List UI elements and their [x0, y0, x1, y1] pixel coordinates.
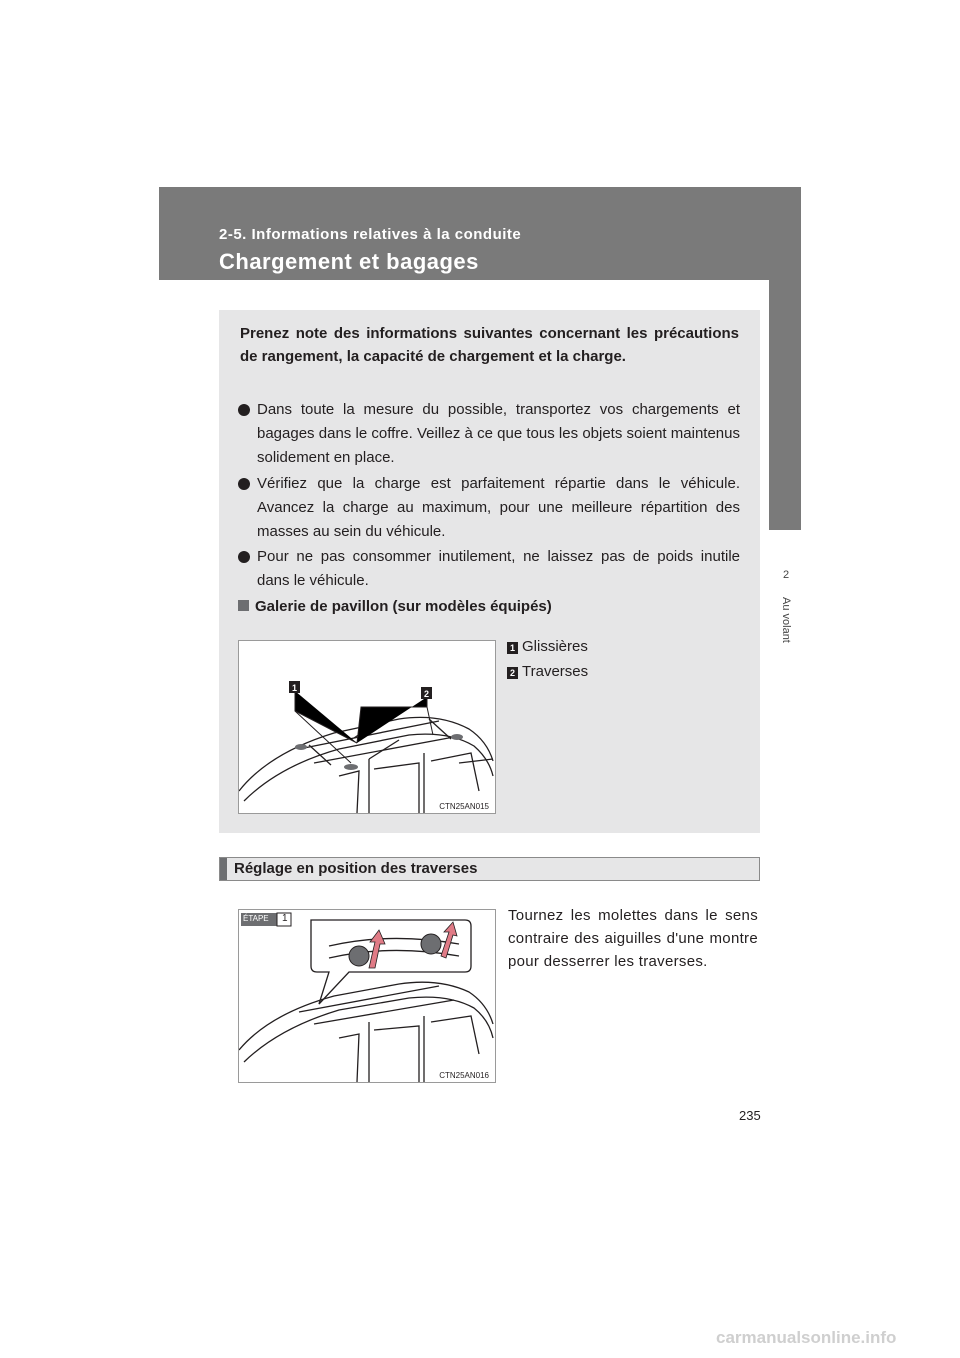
subheading [238, 598, 552, 615]
bullet-text: Vérifiez que la charge est parfaitement répartie dans le véhicule. Avancez la charge au maximum, pour une meilleure répartition des masses au sein du véhicule. [257, 475, 740, 540]
bullet-text: Dans toute la mesure du possible, transportez vos chargements et bagages dans le coffre. Veillez à ce que tous les objets soient maintenus solidement en place. [257, 401, 740, 466]
subheading-text: Galerie de pavillon (sur modèles équipés) [255, 598, 552, 615]
step-heading [219, 857, 760, 881]
svg-text:2: 2 [423, 689, 430, 699]
chapter-label: Au volant [780, 597, 792, 643]
info-box [219, 310, 760, 833]
legend-number-icon: 2 [507, 667, 518, 679]
step-instruction: Tournez les molettes dans le sens contraire des aiguilles d'une montre pour desserrer les traverses. [508, 907, 758, 970]
step-label: ÉTAPE [243, 914, 269, 923]
chapter-number: 2 [782, 569, 790, 581]
page-title: Chargement et bagages [219, 249, 479, 274]
bullet-item [238, 545, 740, 593]
section-label: 2-5. Informations relatives à la conduite [219, 226, 522, 243]
watermark: carmanualsonline.info [716, 1328, 897, 1347]
crossbar-knob-illustration [239, 910, 495, 1082]
step-heading-text: Réglage en position des traverses [234, 860, 478, 877]
legend-item [507, 638, 588, 655]
svg-text:1: 1 [291, 683, 298, 693]
roof-rack-figure [238, 640, 496, 814]
legend-label: Traverses [522, 663, 589, 680]
page-number: 235 [739, 1108, 761, 1123]
legend-item [507, 663, 588, 680]
intro-text: Prenez note des informations suivantes concernant les précautions de rangement, la capacité de chargement et la charge. [240, 325, 739, 365]
figure-code: CTN25AN016 [439, 1071, 489, 1080]
bullet-dot-icon [238, 551, 250, 563]
step-figure [238, 909, 496, 1083]
bullet-item [238, 472, 740, 544]
roof-rack-illustration [239, 641, 495, 813]
figure-code: CTN25AN015 [439, 802, 489, 811]
step-number: 1 [282, 913, 288, 924]
bullet-dot-icon [238, 478, 250, 490]
square-bullet-icon [238, 600, 249, 611]
heading-bar [220, 858, 227, 880]
bullet-item [238, 398, 740, 470]
legend-label: Glissières [522, 638, 588, 655]
chapter-side-tab [769, 265, 801, 530]
legend-number-icon: 1 [507, 642, 518, 654]
bullet-dot-icon [238, 404, 250, 416]
bullet-text: Pour ne pas consommer inutilement, ne laissez pas de poids inutile dans le véhicule. [257, 548, 740, 589]
chapter-header [159, 187, 801, 280]
